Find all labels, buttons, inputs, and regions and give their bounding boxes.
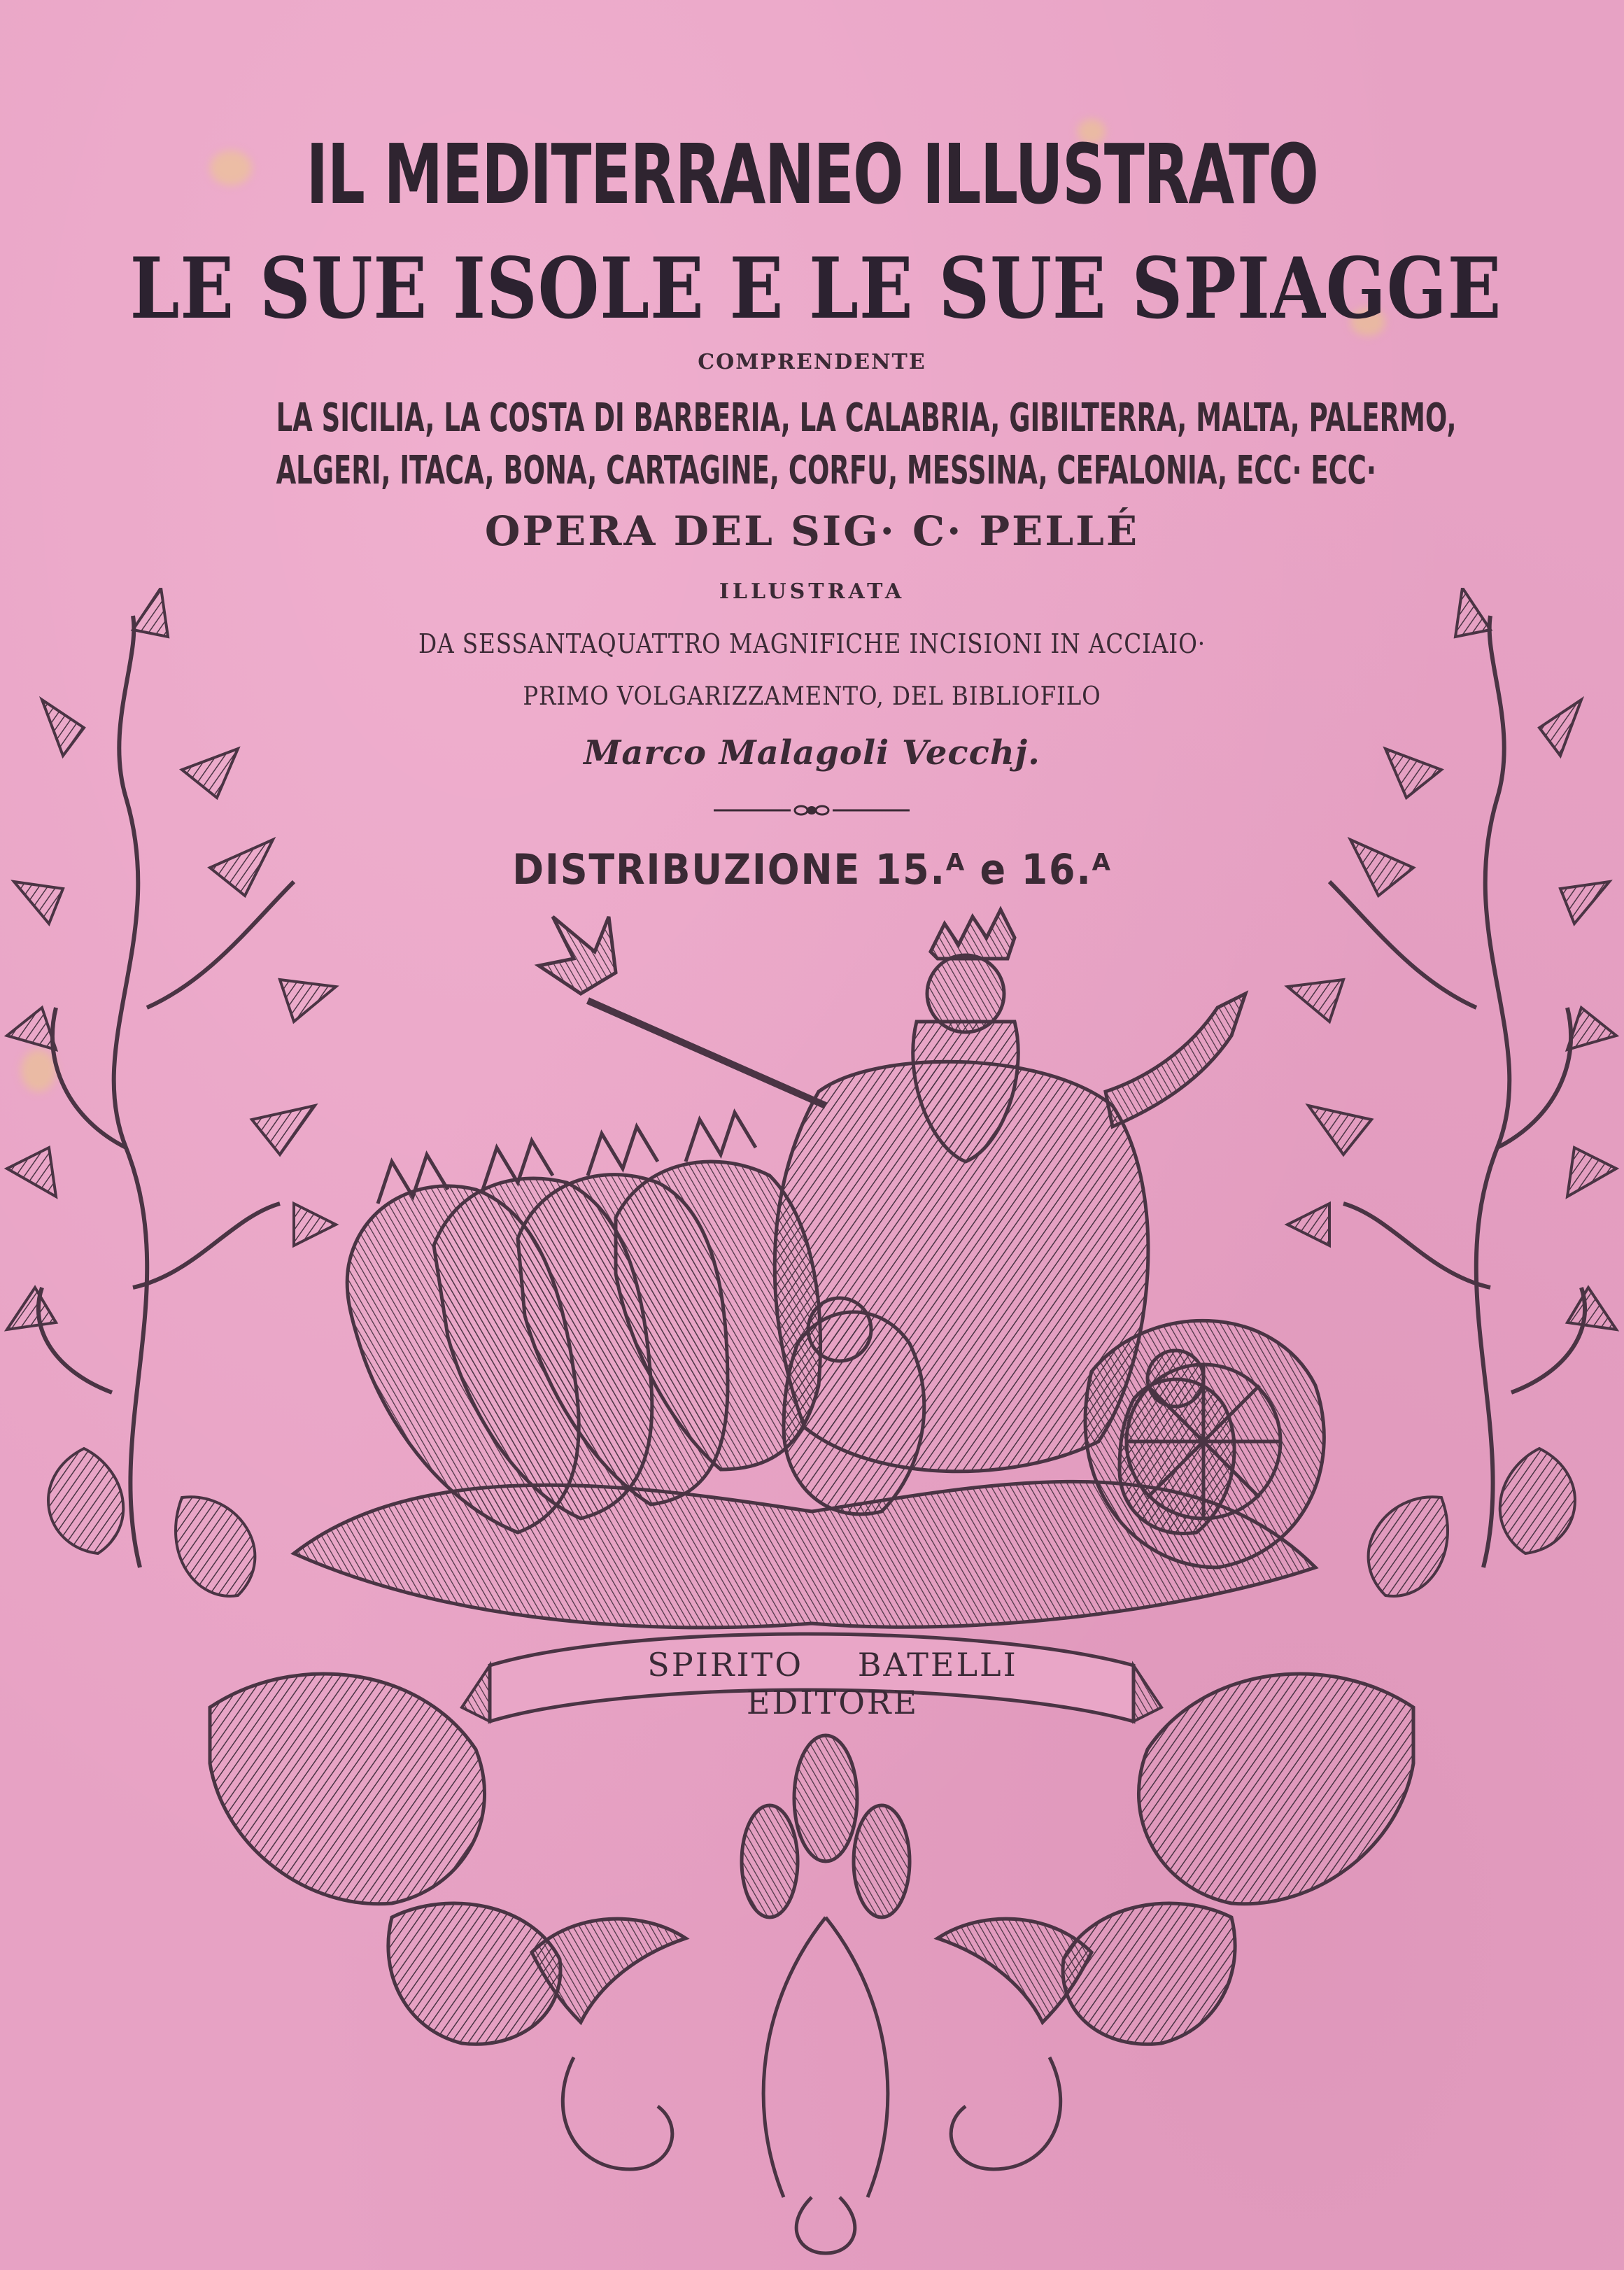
places-line-1: LA SICILIA, LA COSTA DI BARBERIA, LA CALABRIA, GIBILTERRA, MALTA, PALERMO, [276, 395, 1457, 441]
horses-group [347, 1162, 820, 1532]
author-line: OPERA DEL SIG· C· PELLÉ [484, 507, 1140, 555]
banner-word-1: SPIRITO [647, 1646, 804, 1684]
banner-tail-right [1134, 1665, 1161, 1721]
banner-tail-left [462, 1665, 490, 1721]
left-vine-ornament [38, 616, 294, 1567]
translator-name: Marco Malagoli Vecchj. [584, 733, 1040, 773]
acanthus-scrolls [210, 1674, 1413, 2044]
pine-cone-bouquet [742, 1735, 910, 2197]
left-vine-leaves [7, 588, 336, 1596]
distribuzione-line: DISTRIBUZIONE 15.ᴬ e 16.ᴬ [512, 845, 1112, 894]
places-line-2: ALGERI, ITACA, BONA, CARTAGINE, CORFU, MESSINA, CEFALONIA, ECC· ECC· [276, 448, 1376, 493]
banner-word-3: EDITORE [746, 1684, 919, 1721]
incisioni-line: DA SESSANTAQUATTRO MAGNIFICHE INCISIONI IN ACCIAIO· [418, 628, 1206, 659]
volgarizzamento-line: PRIMO VOLGARIZZAMENTO, DEL BIBLIOFILO [523, 682, 1101, 711]
illustrata-label: ILLUSTRATA [719, 579, 905, 604]
title-line-1: IL MEDITERRANEO ILLUSTRATO [306, 126, 1318, 223]
neptune-chariot-engraving [0, 588, 1624, 2267]
right-vine-leaves [1287, 588, 1616, 1596]
banner-word-2: BATELLI [857, 1646, 1018, 1684]
publisher-banner [532, 1646, 1134, 1721]
comprendente-label: COMPRENDENTE [698, 350, 926, 374]
right-vine-ornament [1329, 616, 1585, 1567]
title-line-2: LE SUE ISOLE E LE SUE SPIAGGE [129, 239, 1502, 338]
lower-swirls [563, 2057, 1060, 2253]
